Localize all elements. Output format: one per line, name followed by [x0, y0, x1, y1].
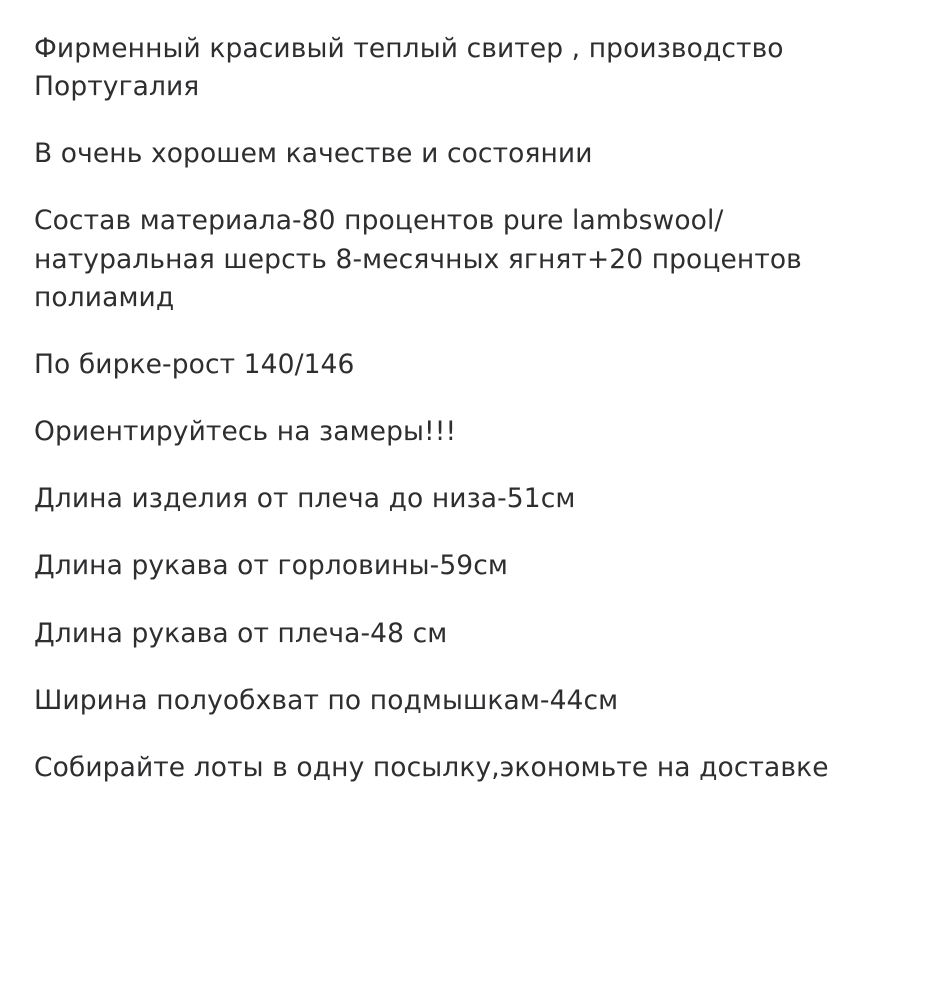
description-paragraph-length: Длина изделия от плеча до низа-51см — [34, 483, 576, 515]
description-paragraph-condition: В очень хорошем качестве и состоянии — [34, 138, 593, 170]
description-paragraph-material: Состав материала-80 процентов pure lambswool/натуральная шерсть 8-месячных ягнят+20 процентов полиамид — [34, 205, 811, 313]
description-paragraph-sleeve-from-neck: Длина рукава от горловины-59см — [34, 550, 508, 582]
description-paragraph-shipping-note: Собирайте лоты в одну посылку,экономьте на доставке — [34, 751, 829, 783]
description-paragraph-chest-width: Ширина полуобхват по подмышкам-44см — [34, 684, 619, 716]
description-paragraph-sleeve-from-shoulder: Длина рукава от плеча-48 см — [34, 617, 448, 649]
description-paragraph-label-size: По бирке-рост 140/146 — [34, 348, 355, 380]
description-paragraph-measurements-note: Ориентируйтесь на замеры!!! — [34, 416, 457, 448]
description-paragraph-title: Фирменный красивый теплый свитер , производство Португалия — [34, 33, 793, 103]
